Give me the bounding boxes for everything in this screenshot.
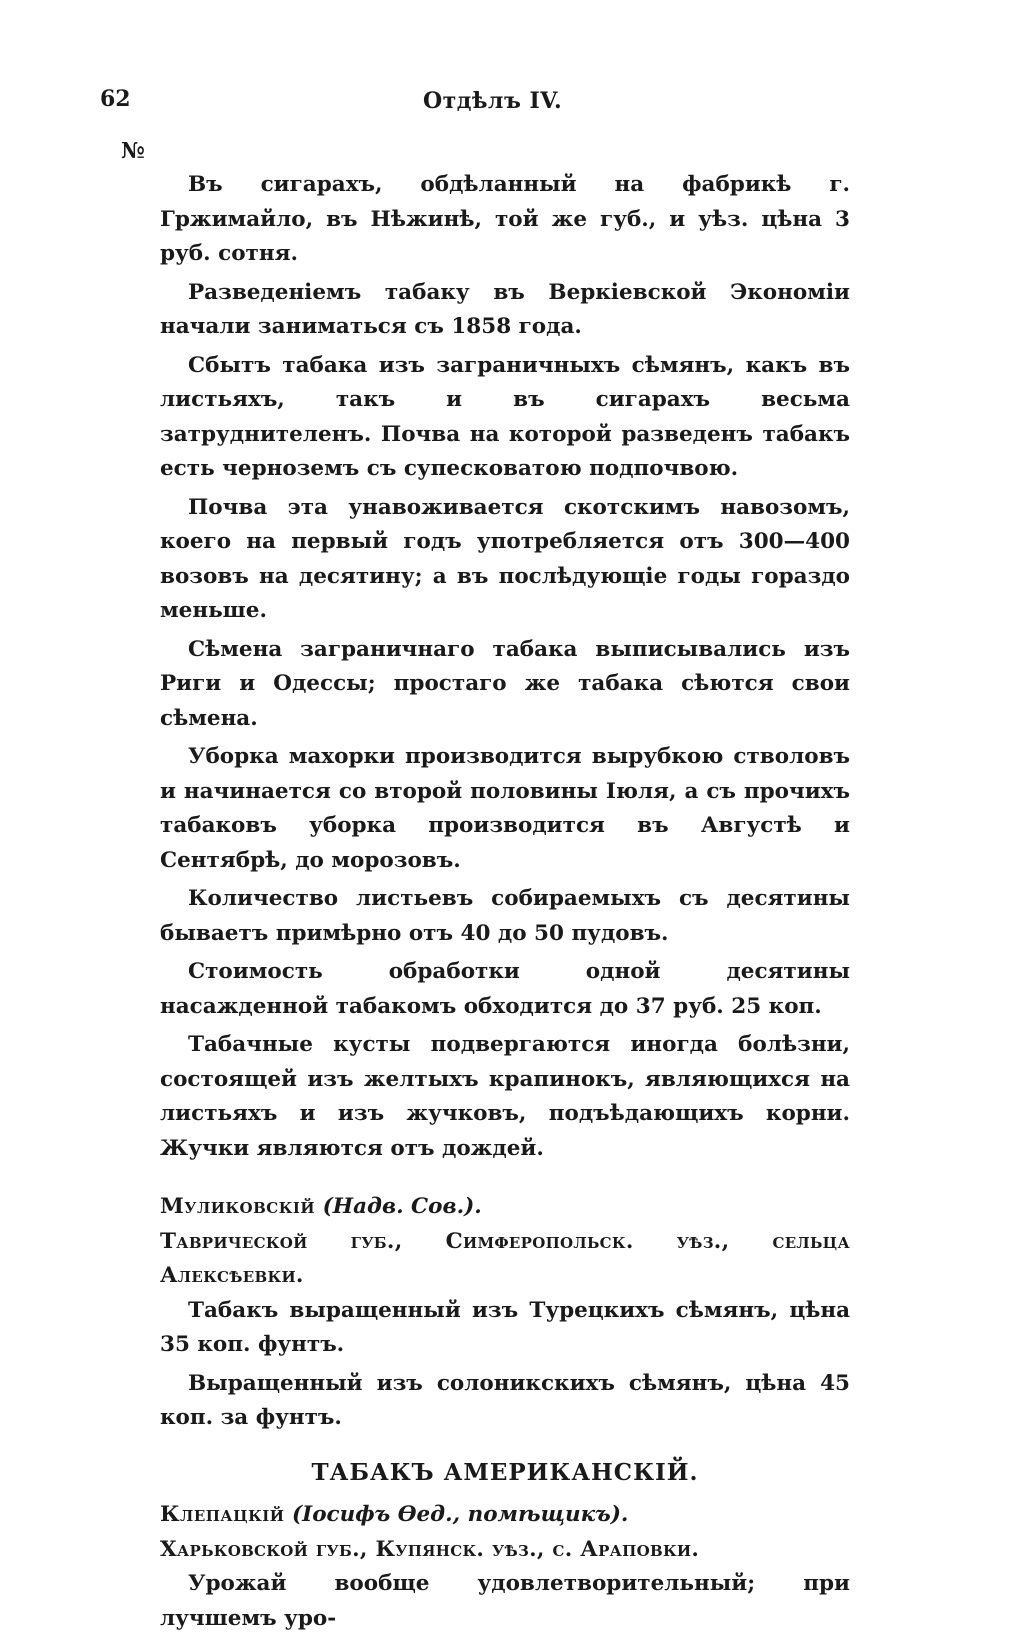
entry-heading-klepatsky <box>160 1498 850 1533</box>
entry-line: Табакъ выращенный изъ Турецкихъ сѣмянъ, цѣна 35 коп. фунтъ. <box>160 1297 850 1357</box>
number-mark: № <box>121 138 145 164</box>
page-body <box>160 168 850 1636</box>
entry-description: (Іосифъ Өед., помѣщикъ). <box>291 1502 629 1527</box>
paragraph: Сѣмена заграничнаго табака выписывались изъ Риги и Одессы; простаго же табака сѣются свои сѣмена. <box>160 636 850 731</box>
entry-name: Клепацкій <box>160 1502 285 1527</box>
running-head: Отдѣлъ IV. <box>423 88 563 114</box>
paragraph: Почва эта унавоживается скотскимъ навозомъ, коего на первый годъ употребляется отъ 300—400 возовъ на десятину; а въ послѣдующіе годы гораздо меньше. <box>160 494 850 623</box>
paragraph: Количество листьевъ собираемыхъ съ десятины бываетъ примѣрно отъ 40 до 50 пудовъ. <box>160 886 850 946</box>
entry-description: (Надв. Сов.). <box>322 1194 482 1219</box>
paragraph: Въ сигарахъ, обдѣланный на фабрикѣ г. Гржимайло, въ Нѣжинѣ, той же губ., и уѣз. цѣна 3 руб. сотня. <box>160 172 850 266</box>
paragraph: Табачные кусты подвергаются иногда болѣзни, состоящей изъ желтыхъ крапинокъ, являющихся на листьяхъ и изъ жучковъ, подъѣдающихъ корни. Жучки являются отъ дождей. <box>160 1032 850 1161</box>
page-number: 62 <box>100 86 131 112</box>
entry-line: Выращенный изъ солоникскихъ сѣмянъ, цѣна 45 коп. за фунтъ. <box>160 1370 850 1430</box>
paragraph: Уборка махорки производится вырубкою стволовъ и начинается со второй половины Іюля, а съ прочихъ табаковъ уборка производится въ Августѣ и Сентябрѣ, до морозовъ. <box>160 744 850 873</box>
entry-location: Таврической губ., Симферопольск. уѣз., сельца Алексѣевки. <box>160 1228 850 1288</box>
entry-name: Муликовскій <box>160 1194 316 1219</box>
section-heading: ТАБАКЪ АМЕРИКАНСКІЙ. <box>311 1458 699 1486</box>
paragraph: Стоимость обработки одной десятины насажденной табакомъ обходится до 37 руб. 25 коп. <box>160 959 850 1019</box>
entry-location: Харьковской губ., Купянск. уѣз., с. Араповки. <box>160 1536 700 1562</box>
entry-heading-mulikovsky <box>160 1190 850 1225</box>
paragraph: Разведеніемъ табаку въ Веркіевской Экономіи начали заниматься съ 1858 года. <box>160 279 850 339</box>
paragraph: Сбытъ табака изъ заграничныхъ сѣмянъ, какъ въ листьяхъ, такъ и въ сигарахъ весьма затруднителенъ. Почва на которой разведенъ табакъ есть черноземъ съ супесковатою подпочвою. <box>160 352 850 481</box>
entry-line: Урожай вообще удовлетворительный; при лучшемъ уро- <box>160 1571 850 1631</box>
